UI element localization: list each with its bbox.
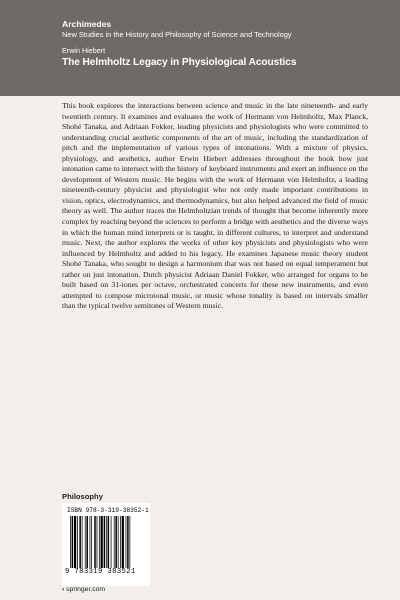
chevron-right-icon: › (62, 586, 65, 593)
barcode-bar (120, 516, 121, 568)
barcode-bar (101, 516, 103, 568)
barcode-box (62, 503, 150, 586)
publisher-link[interactable] (62, 586, 105, 593)
barcode-bar (127, 516, 128, 568)
barcode-bar (79, 516, 81, 568)
barcode-bar (111, 516, 112, 568)
barcode-bar (70, 516, 71, 568)
barcode-bar (122, 516, 124, 568)
barcode-bar (90, 516, 91, 568)
barcode-bar (91, 516, 92, 568)
barcode-bars (70, 516, 146, 568)
barcode-bar (72, 516, 74, 568)
barcode-bar (77, 516, 78, 568)
subject-category: Philosophy (62, 492, 103, 501)
barcode-bar (94, 516, 96, 568)
barcode-bar (97, 516, 98, 568)
barcode-bar (74, 516, 76, 568)
series-subtitle: New Studies in the History and Philosophy of Science and Technology (62, 30, 292, 39)
header-band (0, 0, 400, 96)
author-name: Erwin Hiebert (62, 46, 106, 55)
isbn-label: ISBN 978-3-319-38352-1 (67, 507, 149, 514)
barcode-digits: 9 783319 383521 (65, 568, 136, 576)
barcode-bar (104, 516, 106, 568)
barcode-bar (130, 516, 131, 568)
header-text-block (62, 19, 382, 69)
series-title: Archimedes (62, 19, 112, 29)
barcode-bar (115, 516, 117, 568)
publisher-url: springer.com (66, 586, 106, 593)
barcode-bar (85, 516, 86, 568)
barcode-bar (118, 516, 119, 568)
barcode-bar (86, 516, 88, 568)
barcode-bar (82, 516, 83, 568)
book-title: The Helmholtz Legacy in Physiological Acoustics (62, 57, 297, 68)
barcode-bar (108, 516, 110, 568)
barcode-bar (106, 516, 107, 568)
barcode-bar (126, 516, 127, 568)
barcode-bar (114, 516, 115, 568)
book-description: This book explores the interactions between science and music in the late nineteenth- and early twentieth century. It examines and evaluates the work of Hermann von Helmholtz, Max Planck, Shohé Tanaka, and Adriaan Fokker, leading physicists and physiologists who were committed to understanding crucial aesthetic components of the art of music, including the standardization of pitch and the implementation of various types of intonations. With a mixture of physics, physiology, and aesthetics, author Erwin Hiebert addresses throughout the book how just intonation came to intersect with the history of keyboard instruments and exert an influence on the development of Western music. He begins with the work of Hermann von Helmholtz, a leading nineteenth-century physicist and physiologist who not only made important contributions in vision, optics, electrodynamics, and thermodynamics, but also helped advanced the field of music theory as well. The author traces the Helmholtzian trends of thought that become inherently more complex by reaching beyond the sciences to perform a bridge with aesthetics and the diverse ways in which the human mind interprets or is taught, in different cultures, to interpret and understand music. Next, the author explores the works of other key physicists and physiologists who were influenced by Helmholtz and added to his legacy. He examines Japanese music theory student Shohé Tanaka, who sought to design a harmonium that was not based on equal temperament but rather on just intonation. Dutch physicist Adriaan Daniel Fokker, who arranged for organs to be built based on 31-tones per octave, orchestrated concerts for these new instruments, and even attempted to compose microtonal music, or music whose tonality is based on intervals smaller than the typical twelve semitones of Western music. (62, 101, 368, 311)
barcode-bar (99, 516, 100, 568)
